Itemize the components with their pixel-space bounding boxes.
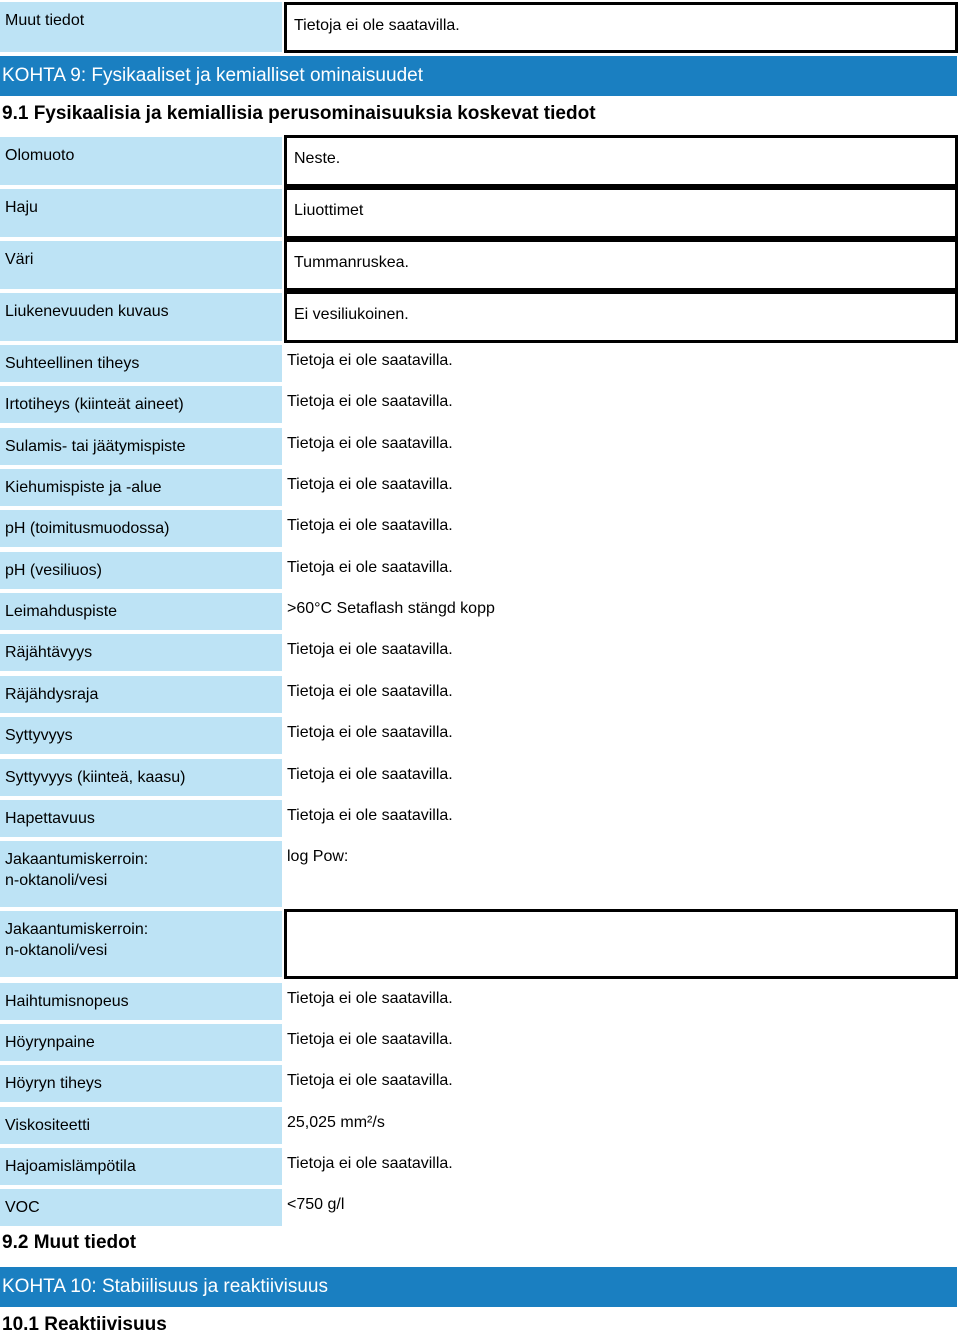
label-haihtumisnopeus: Haihtumisnopeus [0,983,282,1020]
label-hapettavuus: Hapettavuus [0,800,282,837]
label-rajahdysraja: Räjähdysraja [0,676,282,713]
label-jakaantumiskerroin-1-line2: n-oktanoli/vesi [5,872,108,889]
value-muut-tiedot: Tietoja ei ole saatavilla. [284,2,958,53]
value-log-pow: log Pow: [287,848,349,865]
label-jakaantumiskerroin-2-line1: Jakaantumiskerroin: [5,921,149,938]
value-suhteellinen-tiheys: Tietoja ei ole saatavilla. [287,352,453,369]
value-voc: <750 g/l [287,1196,345,1213]
label-syttyvyys: Syttyvyys [0,717,282,754]
label-suhteellinen-tiheys: Suhteellinen tiheys [0,345,282,382]
value-olomuoto: Neste. [284,135,958,187]
value-haju: Liuottimet [284,187,958,239]
value-hapettavuus: Tietoja ei ole saatavilla. [287,807,453,824]
label-hoyrynpaine: Höyrynpaine [0,1024,282,1061]
value-hajoamislampotila: Tietoja ei ole saatavilla. [287,1155,453,1172]
value-haihtumisnopeus: Tietoja ei ole saatavilla. [287,990,453,1007]
value-hoyryn-tiheys: Tietoja ei ole saatavilla. [287,1072,453,1089]
label-jakaantumiskerroin-2-line2: n-oktanoli/vesi [5,942,108,959]
value-sulamispiste: Tietoja ei ole saatavilla. [287,435,453,452]
section-10-header: KOHTA 10: Stabiilisuus ja reaktiivisuus [0,1267,957,1307]
label-irtotiheys: Irtotiheys (kiinteät aineet) [0,386,282,423]
label-muut-tiedot: Muut tiedot [0,2,282,52]
label-ph-vesiliuos: pH (vesiliuos) [0,552,282,589]
value-liukenevuus: Ei vesiliukoinen. [284,291,958,343]
value-viskositeetti: 25,025 mm²/s [287,1114,385,1131]
label-jakaantumiskerroin-1-line1: Jakaantumiskerroin: [5,851,149,868]
value-jakaantumiskerroin-2-box [284,909,958,979]
value-syttyvyys-kiintea-kaasu: Tietoja ei ole saatavilla. [287,766,453,783]
label-rajahtavyys: Räjähtävyys [0,634,282,671]
value-rajahdysraja: Tietoja ei ole saatavilla. [287,683,453,700]
value-irtotiheys: Tietoja ei ole saatavilla. [287,393,453,410]
subsection-9-1-title: 9.1 Fysikaalisia ja kemiallisia perusominaisuuksia koskevat tiedot [2,103,596,124]
label-jakaantumiskerroin-2 [0,911,282,977]
label-jakaantumiskerroin-1 [0,841,282,907]
value-ph-toimitusmuodossa: Tietoja ei ole saatavilla. [287,517,453,534]
value-ph-vesiliuos: Tietoja ei ole saatavilla. [287,559,453,576]
subsection-10-1-title: 10.1 Reaktiivisuus [2,1314,167,1335]
value-rajahtavyys: Tietoja ei ole saatavilla. [287,641,453,658]
label-leimahduspiste: Leimahduspiste [0,593,282,630]
label-liukenevuus: Liukenevuuden kuvaus [0,293,282,341]
label-sulamispiste: Sulamis- tai jäätymispiste [0,428,282,465]
value-syttyvyys: Tietoja ei ole saatavilla. [287,724,453,741]
subsection-9-2-title: 9.2 Muut tiedot [2,1232,137,1253]
value-leimahduspiste: >60°C Setaflash stängd kopp [287,600,495,617]
label-ph-toimitusmuodossa: pH (toimitusmuodossa) [0,510,282,547]
value-hoyrynpaine: Tietoja ei ole saatavilla. [287,1031,453,1048]
label-haju: Haju [0,189,282,237]
label-viskositeetti: Viskositeetti [0,1107,282,1144]
label-vari: Väri [0,241,282,289]
label-kiehumispiste: Kiehumispiste ja -alue [0,469,282,506]
section-9-header: KOHTA 9: Fysikaaliset ja kemialliset ominaisuudet [0,56,957,96]
label-syttyvyys-kiintea-kaasu: Syttyvyys (kiinteä, kaasu) [0,759,282,796]
label-hajoamislampotila: Hajoamislämpötila [0,1148,282,1185]
value-vari: Tummanruskea. [284,239,958,291]
value-kiehumispiste: Tietoja ei ole saatavilla. [287,476,453,493]
label-hoyryn-tiheys: Höyryn tiheys [0,1065,282,1102]
label-voc: VOC [0,1189,282,1226]
label-olomuoto: Olomuoto [0,137,282,185]
